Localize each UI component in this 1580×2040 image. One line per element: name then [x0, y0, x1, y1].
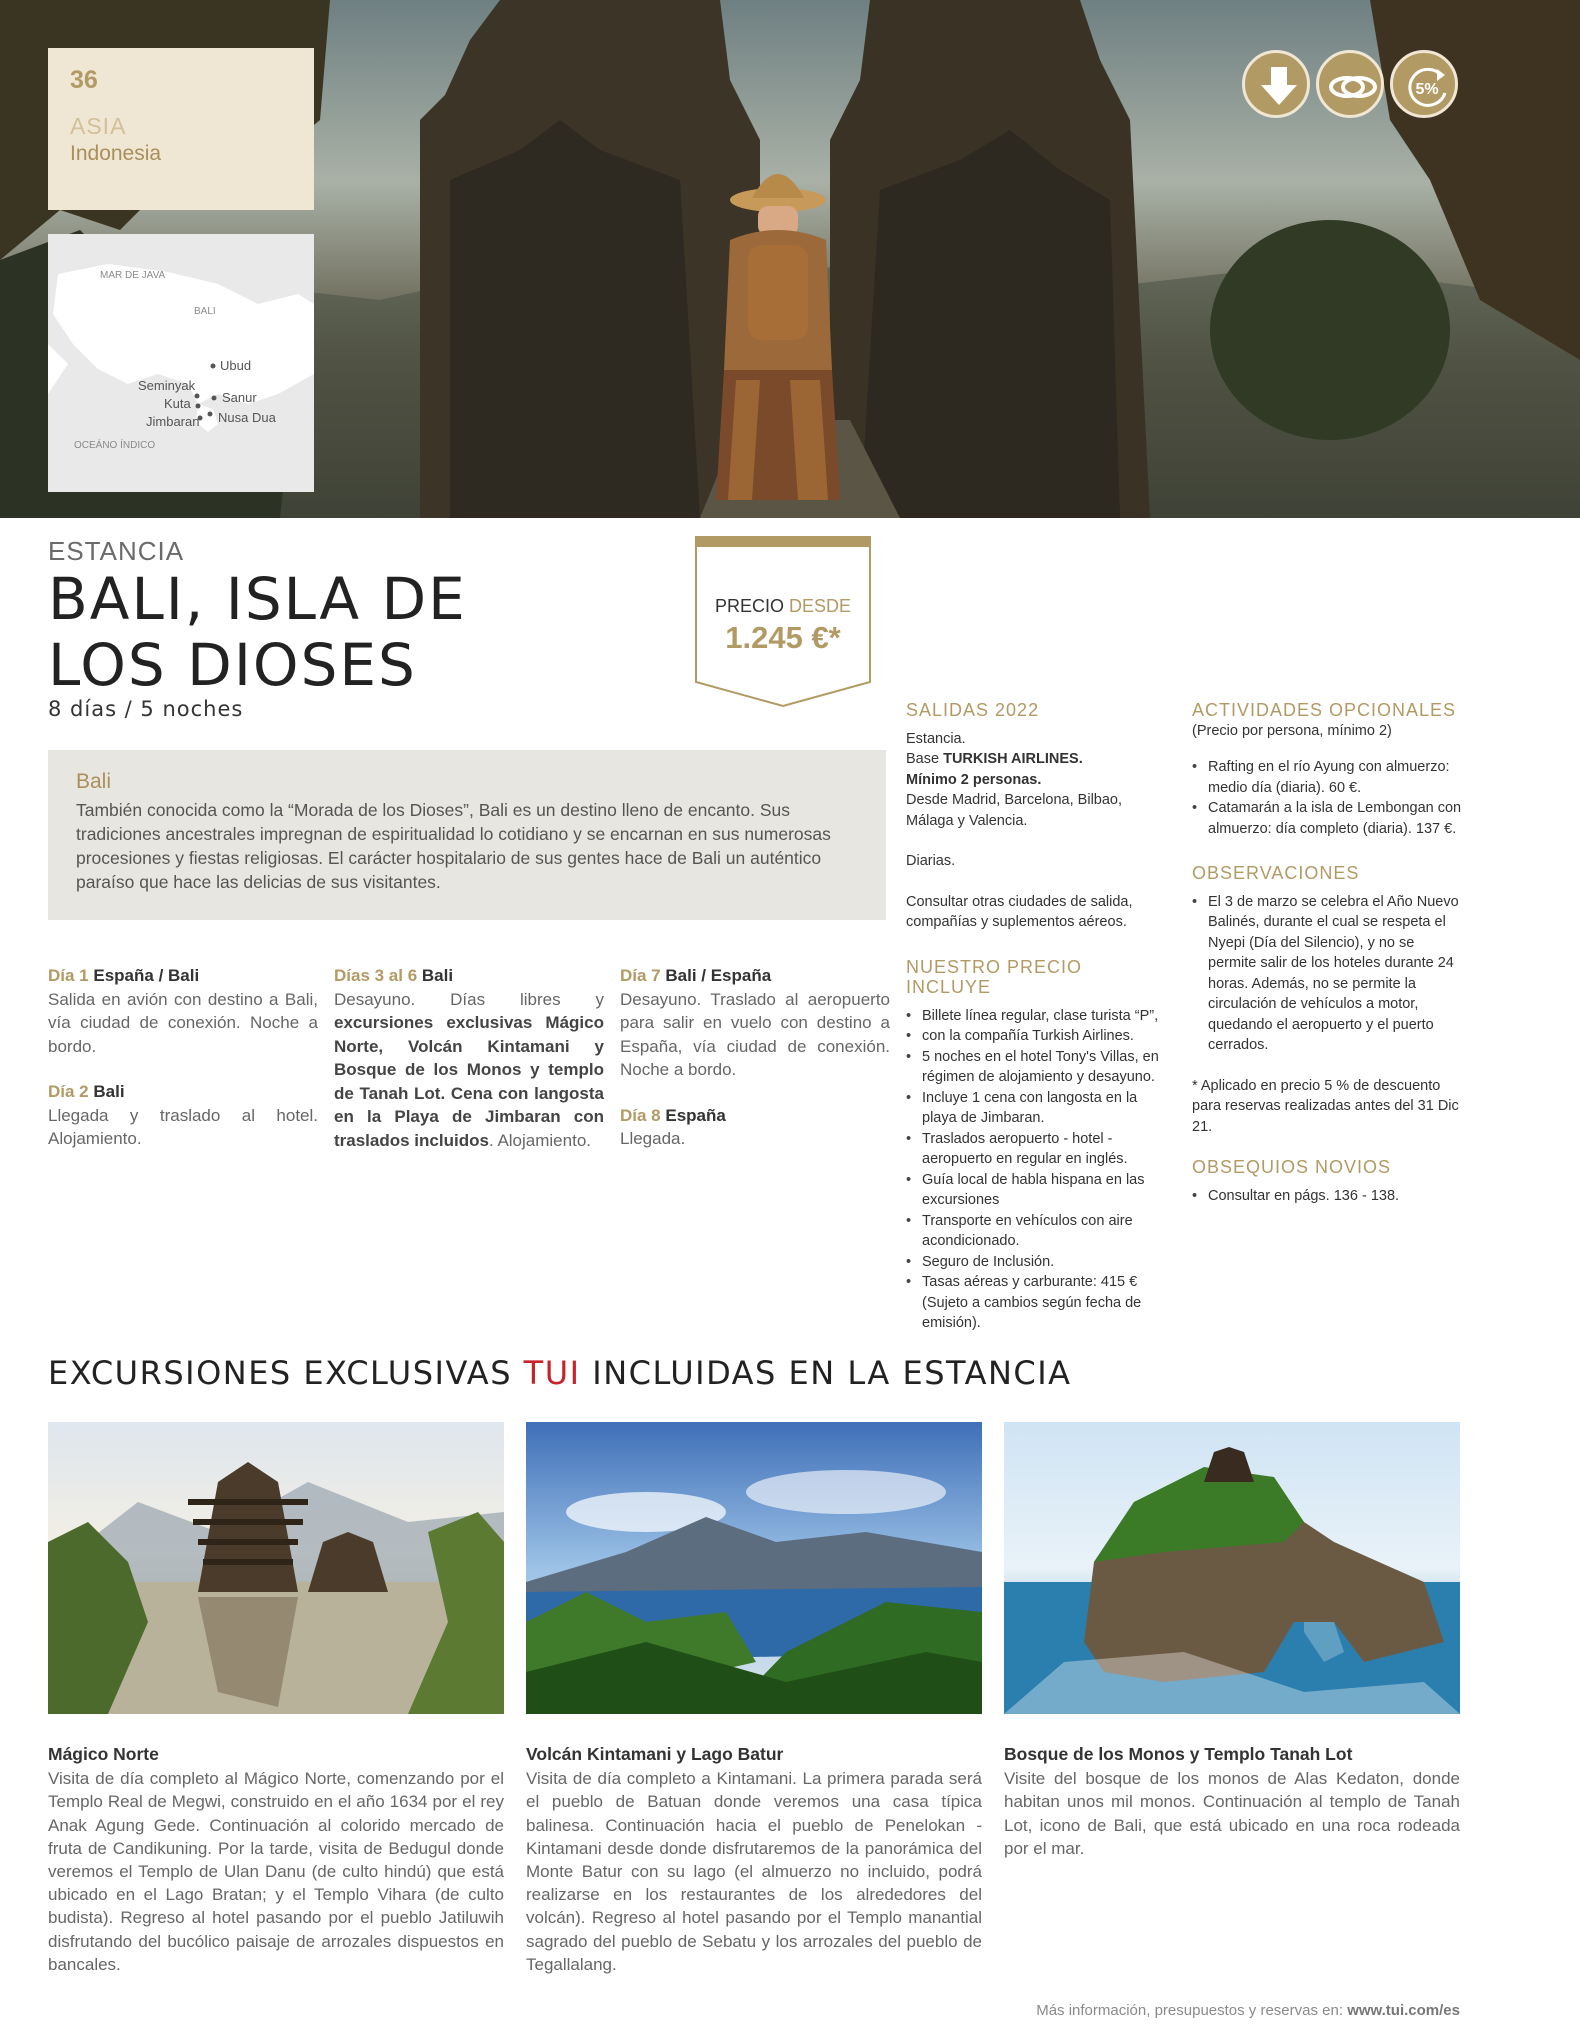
map-town-ubud: Ubud	[220, 358, 252, 373]
excursion-text: Visite del bosque de los monos de Alas Kedaton, donde habitan unos mil monos. Continuación al templo de Tanah Lot, icono de Bali, que está ubicado en una roca rodeada por el mar.	[1004, 1769, 1460, 1858]
title-line-1: BALI, ISLA DE	[48, 565, 467, 633]
observaciones-heading: OBSERVACIONES	[1192, 863, 1360, 883]
list-item: • Guía local de habla hispana en las excursiones	[906, 1170, 1168, 1211]
page-number: 36	[70, 66, 98, 94]
excursion-photo-tanah-lot	[1004, 1422, 1460, 1714]
list-item: • con la compañía Turkish Airlines.	[906, 1026, 1168, 1047]
excursion-photo-temple-lake	[48, 1422, 504, 1714]
excursions-title	[48, 1354, 1072, 1392]
price-label-text: PRECIO	[714, 596, 784, 616]
excursions-title-brand: TUI	[523, 1354, 581, 1392]
itinerary-day	[620, 964, 890, 1082]
excursion-title: Mágico Norte	[48, 1744, 159, 1764]
rings-icon	[1316, 50, 1384, 118]
country-label: Indonesia	[70, 142, 162, 165]
actividades-heading: ACTIVIDADES OPCIONALES	[1192, 700, 1457, 720]
observaciones-list	[1192, 892, 1464, 1056]
price-badge	[695, 536, 871, 708]
salidas-airline: TURKISH AIRLINES.	[943, 751, 1083, 767]
trip-duration: 8 días / 5 noches	[48, 697, 244, 721]
itinerary-day	[48, 1080, 318, 1151]
day-number: Día 8	[620, 1105, 661, 1125]
day-text: Llegada y traslado al hotel. Alojamiento.	[48, 1105, 318, 1148]
list-item: • 5 noches en el hotel Tony's Villas, en régimen de alojamiento y desayuno.	[906, 1047, 1168, 1088]
day-place: Bali	[421, 966, 454, 985]
excursion-title: Volcán Kintamani y Lago Batur	[526, 1744, 784, 1764]
list-item: • Transporte en vehículos con aire acondicionado.	[906, 1211, 1168, 1252]
day-text: Desayuno. Días libres y	[334, 989, 604, 1009]
map-ocean-label: OCEÁNO ÍNDICO	[74, 440, 156, 451]
discount-note: * Aplicado en precio 5 % de descuento para reservas realizadas antes del 31 Dic 21.	[1192, 1077, 1459, 1135]
map-town-nusa-dua: Nusa Dua	[218, 410, 276, 425]
excursion-title: Bosque de los Monos y Templo Tanah Lot	[1004, 1744, 1353, 1764]
day-text: Desayuno. Traslado al aeropuerto para salir en vuelo con destino a España, vía ciudad de conexión. Noche a bordo.	[620, 989, 890, 1079]
excursions-title-end: INCLUIDAS EN LA ESTANCIA	[580, 1354, 1072, 1392]
salidas-line: Estancia.	[906, 730, 966, 747]
day-number: Día 7	[620, 966, 661, 985]
itinerary-column-3	[620, 964, 890, 1173]
salidas-line	[906, 749, 1168, 770]
map-town-sanur: Sanur	[222, 390, 257, 405]
trip-type: ESTANCIA	[48, 536, 185, 566]
day-number: Días 3 al 6	[334, 966, 418, 985]
obsequios-heading: OBSEQUIOS NOVIOS	[1192, 1157, 1392, 1177]
list-item: • Rafting en el río Ayung con almuerzo: medio día (diaria). 60 €.	[1192, 757, 1464, 798]
incluye-heading: NUESTRO PRECIO INCLUYE	[906, 956, 1083, 997]
page-title	[48, 566, 608, 698]
day-text-end: . Alojamiento.	[488, 1130, 591, 1150]
footer-text: Más información, presupuestos y reservas en:	[1036, 2002, 1348, 2019]
footer-link[interactable]: www.tui.com/es	[1347, 2002, 1460, 2019]
info-column-2	[1192, 700, 1464, 1206]
obsequios-list	[1192, 1186, 1464, 1207]
list-item: • El 3 de marzo se celebra el Año Nuevo Balinés, durante el cual se respeta el Nyepi (Día del Silencio), y no se permite salir de los hoteles durante 24 horas. Además, no se permite la circulación de vehículos a motor, quedando el aeropuerto y el puerto cerrados.	[1192, 892, 1464, 1056]
itinerary-column-2	[334, 964, 604, 1174]
bali-map	[48, 234, 314, 492]
intro-text: También conocida como la “Morada de los Dioses”, Bali es un destino lleno de encanto. Sus tradiciones ancestrales impregnan de espiritualidad lo cotidiano y se encarnan en sus numerosas procesiones y fiestas religiosas. El carácter hospitalario de sus gentes hace de Bali un auténtico paraíso que hace las delicias de sus visitantes.	[76, 800, 831, 892]
actividades-list	[1192, 757, 1464, 839]
list-item: • Traslados aeropuerto - hotel - aeropuerto en regular en inglés.	[906, 1129, 1168, 1170]
salidas-line: Mínimo 2 personas.	[906, 771, 1042, 788]
day-text: Salida en avión con destino a Bali, vía ciudad de conexión. Noche a bordo.	[48, 989, 318, 1056]
salidas-line: Diarias.	[906, 853, 956, 869]
price-from-text: DESDE	[789, 596, 852, 616]
excursion-card	[526, 1743, 982, 1976]
map-town-kuta: Kuta	[164, 396, 191, 411]
day-text-highlight: excursiones exclusivas Mágico Norte, Volcán Kintamani y Bosque de los Monos y templo de Tanah Lot. Cena con langosta en la Playa de Jimbaran con traslados incluidos	[334, 1013, 604, 1150]
intro-box	[48, 750, 886, 920]
actividades-subheading: (Precio por persona, mínimo 2)	[1192, 722, 1392, 739]
page-tag	[48, 48, 314, 210]
region-label: ASIA	[70, 113, 127, 139]
list-item: • Consultar en págs. 136 - 138.	[1192, 1186, 1464, 1207]
itinerary-day	[334, 964, 604, 1152]
map-sea-label: MAR DE JAVA	[100, 270, 166, 281]
day-number: Día 2	[48, 1082, 89, 1101]
list-item: • Tasas aéreas y carburante: 415 € (Sujeto a cambios según fecha de emisión).	[906, 1272, 1168, 1334]
itinerary-day	[620, 1104, 890, 1151]
excursion-card	[1004, 1743, 1460, 1860]
excursion-card	[48, 1743, 504, 1976]
title-line-2: LOS DIOSES	[48, 631, 417, 699]
price-label	[695, 596, 871, 617]
day-place: Bali	[93, 1082, 125, 1101]
info-column-1	[906, 700, 1168, 1334]
discount-5-percent-icon	[1390, 50, 1458, 118]
excursion-photo-batur-lake	[526, 1422, 982, 1714]
footer	[1036, 2002, 1460, 2019]
list-item: • Seguro de Inclusión.	[906, 1252, 1168, 1273]
day-place: Bali / España	[665, 966, 772, 985]
map-town-seminyak: Seminyak	[138, 378, 196, 393]
download-icon[interactable]	[1242, 50, 1310, 118]
list-item: • Incluye 1 cena con langosta en la playa de Jimbaran.	[906, 1088, 1168, 1129]
day-text: Llegada.	[620, 1129, 686, 1148]
salidas-heading: SALIDAS 2022	[906, 700, 1040, 720]
excursion-text: Visita de día completo a Kintamani. La primera parada será el pueblo de Batuan donde veremos una casa típica balinesa. Continuación hacia el pueblo de Penelokan - Kintamani desde donde disfrutaremos de la panorámica del Monte Batur con su lago (el almuerzo no incluido, podrá realizarse en los restaurantes de los alrededores del volcán). Regreso al hotel pasando por el Templo manantial sagrado del pueblo de Sebatu y los arrozales del pueblo de Tegallalang.	[526, 1769, 982, 1974]
list-item: • Catamarán a la isla de Lembongan con almuerzo: día completo (diaria). 137 €.	[1192, 798, 1464, 839]
discount-text: 5%	[1415, 81, 1439, 98]
price-value: 1.245 €*	[725, 620, 841, 655]
intro-heading: Bali	[76, 770, 112, 793]
itinerary-day	[48, 964, 318, 1058]
list-item: • Billete línea regular, clase turista “P”,	[906, 1006, 1168, 1027]
map-town-jimbaran: Jimbaran	[146, 414, 200, 429]
salidas-base: Base	[906, 751, 944, 767]
salidas-line: Desde Madrid, Barcelona, Bilbao, Málaga y Valencia.	[906, 792, 1123, 829]
itinerary-column-1	[48, 964, 318, 1173]
salidas-line: Consultar otras ciudades de salida, compañías y suplementos aéreos.	[906, 893, 1133, 930]
day-number: Día 1	[48, 966, 89, 985]
day-place: España / Bali	[93, 966, 200, 985]
excursion-text: Visita de día completo al Mágico Norte, comenzando por el Templo Real de Megwi, construido en el año 1634 por el rey Anak Agung Gede. Continuación al colorido mercado de fruta de Candikuning. Por la tarde, visita de Bedugul donde veremos el Templo de Ulan Danu (de culto hindú) que está ubicado en el Lago Bratan; y el Templo Vihara (de culto budista). Regreso al hotel pasando por el pueblo Jatiluwih disfrutando del bucólico paisaje de arrozales dispuestos en bancales.	[48, 1769, 504, 1974]
map-island-label: BALI	[194, 306, 216, 317]
excursions-title-start: EXCURSIONES EXCLUSIVAS	[48, 1354, 524, 1392]
day-place: España	[665, 1105, 726, 1125]
incluye-list	[906, 1006, 1168, 1334]
